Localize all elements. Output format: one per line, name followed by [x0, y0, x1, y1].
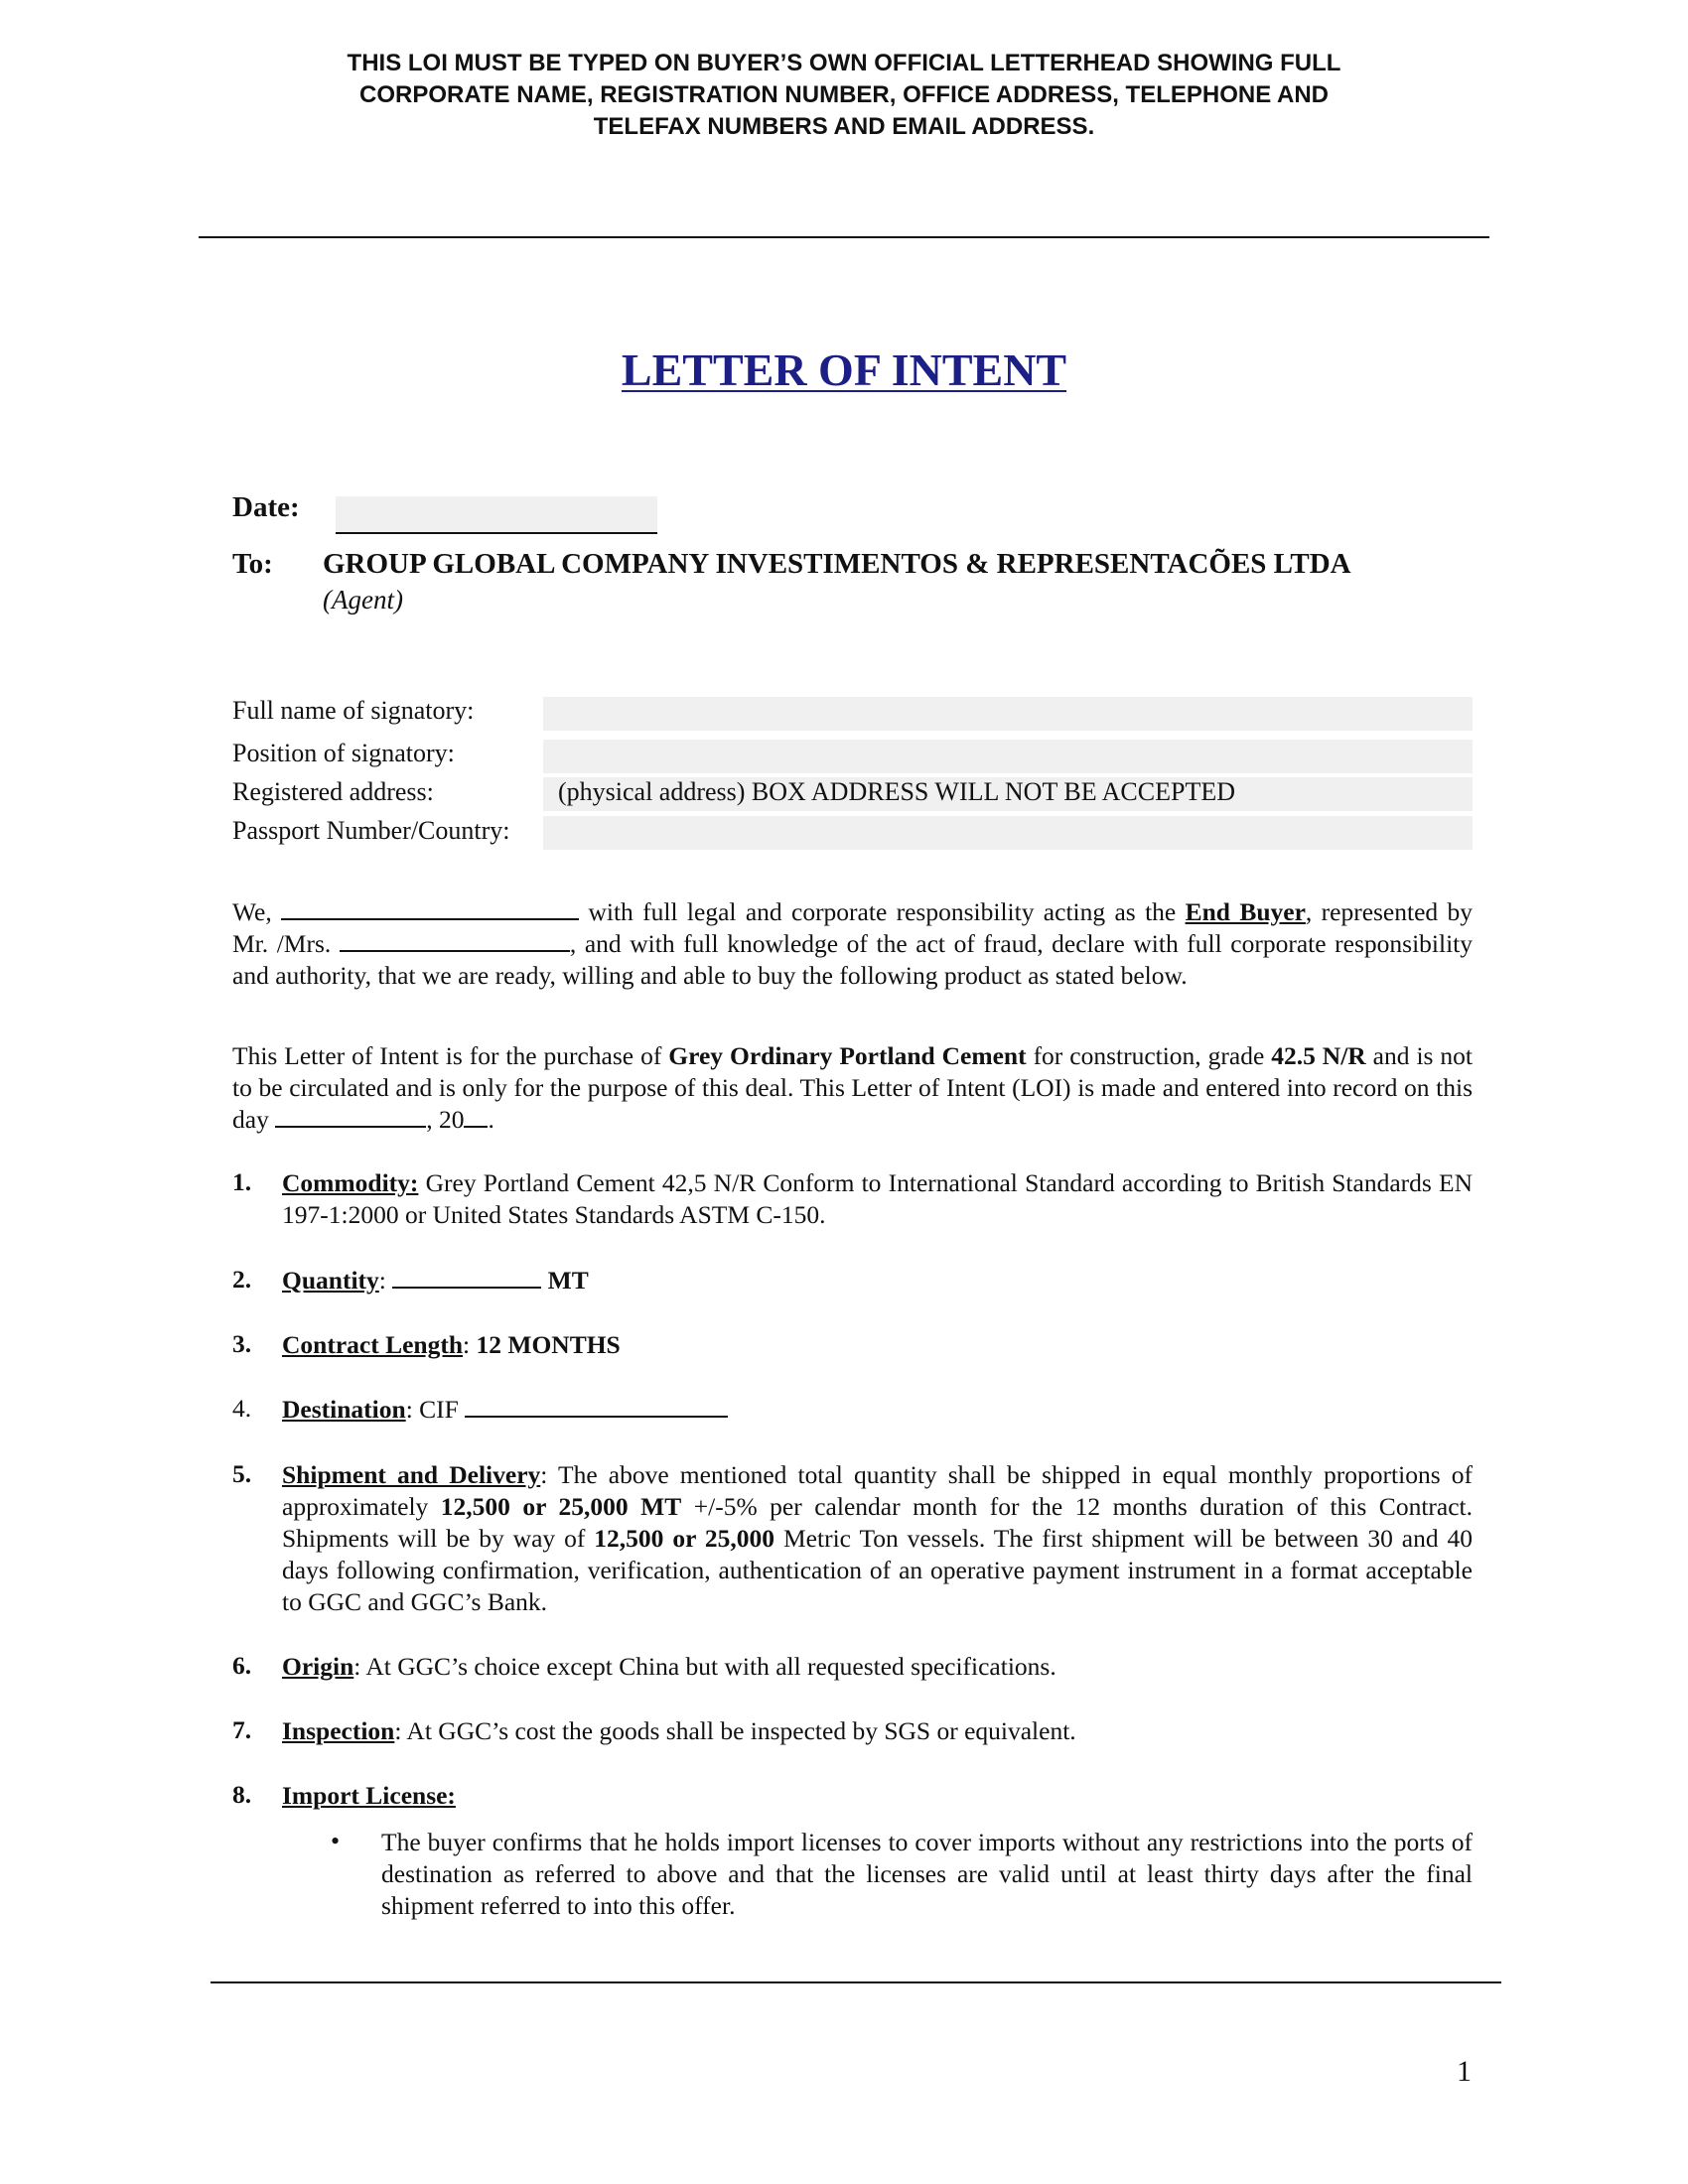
shipment-text-b: +/-5% per calendar month for the 12 months duration of this Contract. Shipments will be by way of — [282, 1492, 1473, 1553]
destination-text: : CIF — [405, 1395, 459, 1424]
contract-length-item — [282, 1329, 1473, 1361]
represented-by-text: represented by Mr. /Mrs. — [232, 897, 1474, 958]
signatory-position-label: Position of signatory: — [232, 739, 455, 767]
commodity-text: Grey Portland Cement 42,5 N/R Conform to International Standard according to British Standards EN 197-1:2000 or United States Standards ASTM C-150. — [282, 1168, 1473, 1229]
inspection-label: Inspection — [282, 1716, 395, 1745]
we-text: We, — [232, 897, 272, 926]
document-title: LETTER OF INTENT — [621, 344, 1067, 395]
item-number-6: 6. — [232, 1651, 252, 1680]
purchase-text: This Letter of Intent is for the purchase of — [232, 1041, 662, 1070]
header-divider — [199, 236, 1489, 238]
origin-text: : At GGC’s choice except China but with all requested specifications. — [353, 1652, 1056, 1681]
grade-value: 42.5 N/R — [1271, 1041, 1366, 1070]
origin-label: Origin — [282, 1652, 354, 1681]
shipment-quantity: 12,500 or 25,000 MT — [440, 1492, 682, 1521]
quantity-label: Quantity — [282, 1266, 379, 1295]
item-number-7: 7. — [232, 1715, 252, 1744]
product-name: Grey Ordinary Portland Cement — [668, 1041, 1027, 1070]
registered-address-label: Registered address: — [232, 777, 434, 806]
year-prefix: , 20 — [426, 1105, 465, 1134]
notice-line-1: THIS LOI MUST BE TYPED ON BUYER’S OWN OFFICIAL LETTERHEAD SHOWING FULL — [347, 50, 1341, 76]
quantity-item — [282, 1265, 1473, 1297]
buyer-company-blank[interactable] — [281, 896, 579, 920]
grade-text: for construction, grade — [1033, 1041, 1265, 1070]
item-number-3: 3. — [232, 1329, 252, 1358]
end-buyer-term: End Buyer — [1185, 897, 1306, 926]
contract-length-label: Contract Length — [282, 1330, 464, 1359]
footer-divider — [211, 1981, 1501, 1983]
day-blank[interactable] — [275, 1104, 426, 1128]
signatory-name-label: Full name of signatory: — [232, 696, 475, 725]
signatory-name-field[interactable] — [543, 697, 1473, 731]
commodity-item — [282, 1167, 1473, 1231]
registered-address-value: (physical address) BOX ADDRESS WILL NOT BE ACCEPTED — [558, 777, 1235, 806]
quantity-blank[interactable] — [392, 1265, 541, 1289]
letterhead-notice — [228, 48, 1460, 143]
date-field[interactable] — [336, 496, 657, 534]
item-number-4: 4. — [232, 1394, 252, 1423]
item-number-1: 1. — [232, 1167, 252, 1196]
shipment-text-a: : The above mentioned total quantity shall be shipped in equal monthly proportions of approximately — [282, 1460, 1473, 1521]
notice-line-2: CORPORATE NAME, REGISTRATION NUMBER, OFFICE ADDRESS, TELEPHONE AND — [358, 81, 1330, 108]
date-label: Date: — [232, 491, 300, 523]
destination-label: Destination — [282, 1395, 406, 1424]
to-label: To: — [232, 548, 273, 580]
shipment-text-c: Metric Ton vessels. The first shipment will be between 30 and 40 days following confirmation, verification, authentication of an operative payment instrument in a format acceptable to GGC and GGC’s Bank. — [282, 1524, 1474, 1616]
bullet-icon: • — [331, 1827, 341, 1855]
import-license-label: Import License: — [282, 1781, 456, 1810]
import-license-text: The buyer confirms that he holds import licenses to cover imports without any restrictions into the ports of destination as referred to above and that the licenses are valid until at least thirty days after the final shipment referred to into this offer. — [381, 1828, 1473, 1920]
page-number: 1 — [1457, 2055, 1472, 2088]
destination-item — [282, 1394, 1473, 1426]
passport-field[interactable] — [543, 816, 1473, 850]
contract-length-sep: : — [463, 1330, 471, 1359]
item-number-8: 8. — [232, 1780, 252, 1809]
quantity-unit: MT — [547, 1266, 589, 1295]
recipient-name: GROUP GLOBAL COMPANY INVESTIMENTOS & REPRESENTACÕES LTDA — [323, 548, 1351, 580]
signatory-position-field[interactable] — [543, 740, 1473, 773]
period: . — [488, 1105, 494, 1134]
contract-length-value: 12 MONTHS — [476, 1330, 621, 1359]
record-text: and is not to be circulated and is only for the purpose of this deal. This Letter of Intent (LOI) is made and entered into record on this day — [232, 1041, 1473, 1134]
declaration-text: , and with full knowledge of the act of fraud, declare with full corporate responsibility and authority, that we are ready, willing and able to buy the following product as stated below. — [232, 929, 1473, 990]
year-blank[interactable] — [464, 1104, 488, 1128]
recipient-role: (Agent) — [323, 585, 403, 614]
item-number-2: 2. — [232, 1265, 252, 1294]
shipment-item — [282, 1459, 1473, 1618]
intent-paragraph: We, with full legal and corporate responsibility acting as the End Buyer, represented by Mr. /Mrs. , and with full knowledge of the act of fraud, declare with full corporate responsibility and authority, that we are ready, willing and able to buy the following product as stated below. — [232, 897, 1474, 990]
shipment-label: Shipment and Delivery — [282, 1460, 541, 1489]
inspection-item — [282, 1715, 1473, 1747]
vessel-size: 12,500 or 25,000 — [594, 1524, 775, 1553]
origin-item — [282, 1651, 1473, 1683]
item-number-5: 5. — [232, 1459, 252, 1488]
commodity-label: Commodity: — [282, 1168, 419, 1197]
purchase-paragraph — [232, 1040, 1473, 1136]
destination-blank[interactable] — [465, 1394, 728, 1418]
intent-text: with full legal and corporate responsibility acting as the — [588, 897, 1177, 926]
quantity-sep: : — [378, 1266, 386, 1295]
notice-line-3: TELEFAX NUMBERS AND EMAIL ADDRESS. — [593, 113, 1095, 140]
passport-label: Passport Number/Country: — [232, 816, 510, 845]
representative-blank[interactable] — [340, 928, 570, 952]
inspection-text: : At GGC’s cost the goods shall be inspected by SGS or equivalent. — [394, 1716, 1076, 1745]
import-license-item — [282, 1780, 1473, 1812]
